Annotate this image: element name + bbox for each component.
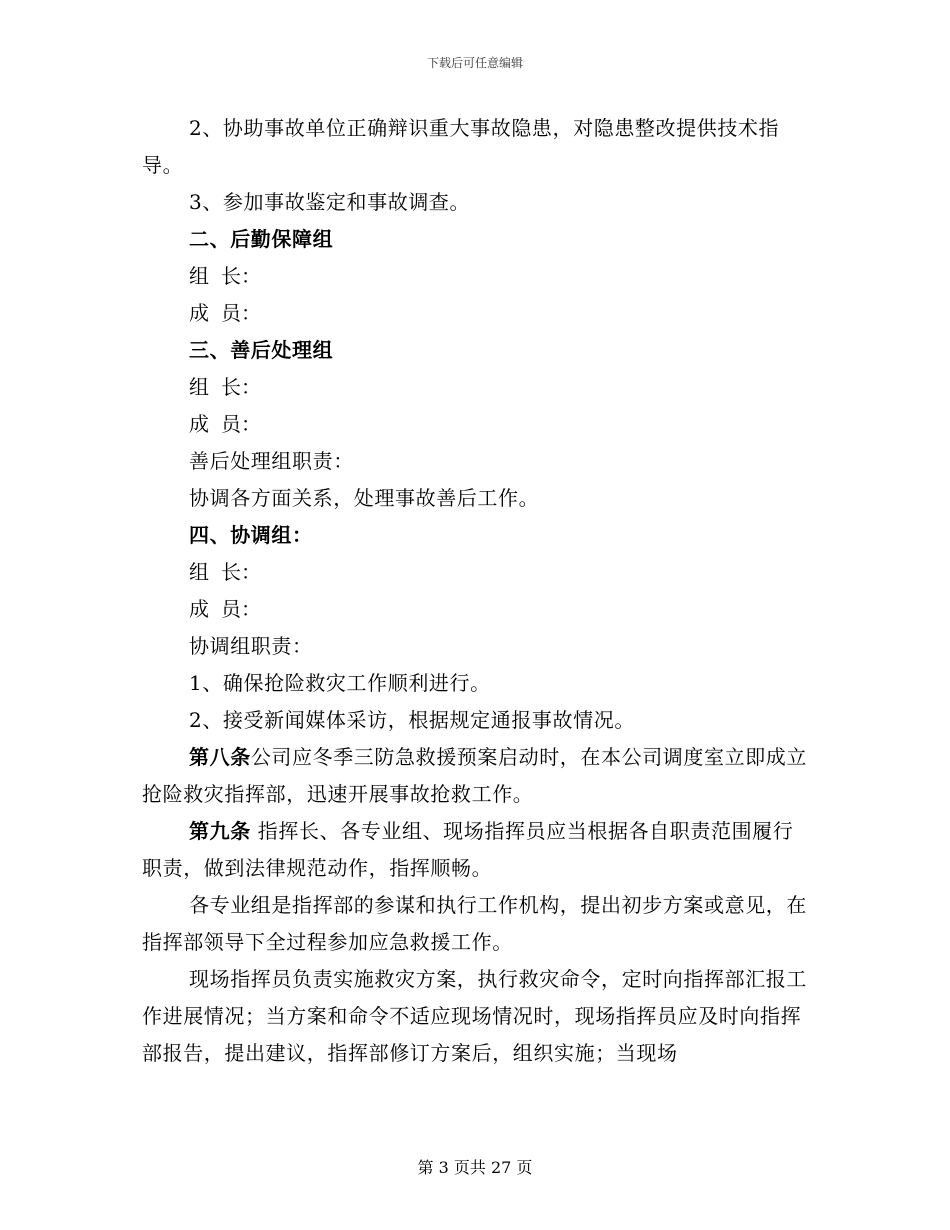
article-8-text: 公司应冬季三防急救援预案启动时，在本公司调度室立即成立抢险救灾指挥部，迅速开展事故抢救工作。 [142,745,808,806]
logistics-leader-label: 组 长： [189,264,261,288]
paragraph-groups: 各专业组是指挥部的参谋和执行工作机构，提出初步方案或意见，在指挥部领导下全过程参加应急救援工作。 [142,893,807,954]
aftermath-duty-label: 善后处理组职责： [189,449,354,473]
page-header: 下载后可任意编辑 [426,56,523,70]
logistics-member-label: 成 员： [189,301,261,325]
article-9 [142,813,812,887]
coordination-duty-label: 协调组职责： [189,634,313,658]
aftermath-duty-text: 协调各方面关系，处理事故善后工作。 [189,486,540,510]
paragraph-item-2: 2、协助事故单位正确辩识重大事故隐患，对隐患整改提供技术指导。 [142,116,780,177]
aftermath-leader-label: 组 长： [189,375,261,399]
coordination-member-label: 成 员： [189,597,261,621]
page-footer: 第 3 页共 27 页 [417,1158,533,1177]
article-8 [142,739,812,813]
coordination-item-2: 2、接受新闻媒体采访，根据规定通报事故情况。 [189,708,635,732]
aftermath-member-label: 成 员： [189,412,261,436]
paragraph-item-3: 3、参加事故鉴定和事故调查。 [189,190,471,214]
section-heading-coordination: 四、协调组： [189,523,313,547]
coordination-item-1: 1、确保抢险救灾工作顺利进行。 [189,671,491,695]
article-9-label: 第九条 [189,819,251,843]
document-body [142,110,812,1072]
article-8-label: 第八条 [189,745,251,769]
section-heading-logistics: 二、后勤保障组 [189,227,334,251]
coordination-leader-label: 组 长： [189,560,261,584]
article-9-text: 指挥长、各专业组、现场指挥员应当根据各自职责范围履行职责，做到法律规范动作，指挥顺畅。 [142,819,794,880]
paragraph-field-commander: 现场指挥员负责实施救灾方案，执行救灾命令，定时向指挥部汇报工作进展情况；当方案和命令不适应现场情况时，现场指挥员应及时向指挥部报告，提出建议，指挥部修订方案后，组织实施；当现场 [142,967,807,1065]
section-heading-aftermath: 三、善后处理组 [189,338,334,362]
